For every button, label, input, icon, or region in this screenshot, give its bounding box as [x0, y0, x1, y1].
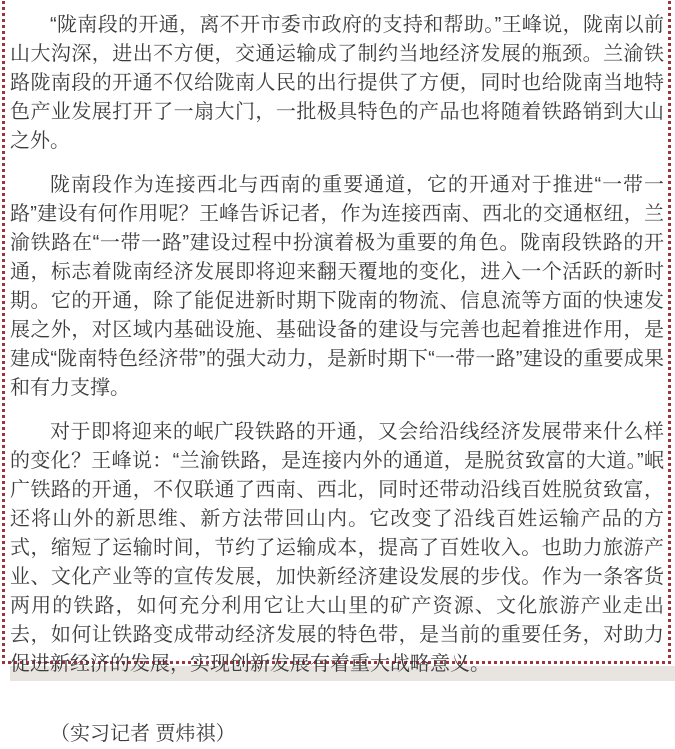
- article-frame: [2, 0, 671, 745]
- article-byline: （实习记者 贾炜祺）: [50, 723, 236, 745]
- article-paragraph: “陇南段的开通，离不开市委市政府的支持和帮助。”王峰说，陇南以前山大沟深，进出不方便，交通运输成了制约当地经济发展的瓶颈。兰渝铁路陇南段的开通不仅给陇南人民的出行提供了方便，同时也给陇南当地特色产业发展打开了一扇大门，一批极具特色的产品也将随着铁路销到大山之外。: [10, 14, 664, 152]
- article-paragraph: 对于即将迎来的岷广段铁路的开通，又会给沿线经济发展带来什么样的变化？王峰说：“兰渝铁路，是连接内外的通道，是脱贫致富的大道。”岷广铁路的开通，不仅联通了西南、西北，同时还带动沿线百姓脱贫致富，还将山外的新思维、新方法带回山内。它改变了沿线百姓运输产品的方式，缩短了运输时间，节约了运输成本，提高了百姓收入。也助力旅游产业、文化产业等的宣传发展，加快新经济建设发展的步伐。作为一条客货两用的铁路，如何充分利用它让大山里的矿产资源、文化旅游产业走出去，如何让铁路变成带动经济发展的特色带，是当前的重要任务，对助力促进新经济的发展，实现创新发展有着重大战略意义。: [10, 421, 664, 675]
- article-paragraph: 陇南段作为连接西北与西南的重要通道，它的开通对于推进“一带一路”建设有何作用呢？王峰告诉记者，作为连接西南、西北的交通枢纽，兰渝铁路在“一带一路”建设过程中扮演着极为重要的角色。陇南段铁路的开通，标志着陇南经济发展即将迎来翻天覆地的变化，进入一个活跃的新时期。它的开通，除了能促进新时期下陇南的物流、信息流等方面的快速发展之外，对区域内基础设施、基础设备的建设与完善也起着推进作用，是建成“陇南特色经济带”的强大动力，是新时期下“一带一路”建设的重要成果和有力支撑。: [10, 174, 664, 399]
